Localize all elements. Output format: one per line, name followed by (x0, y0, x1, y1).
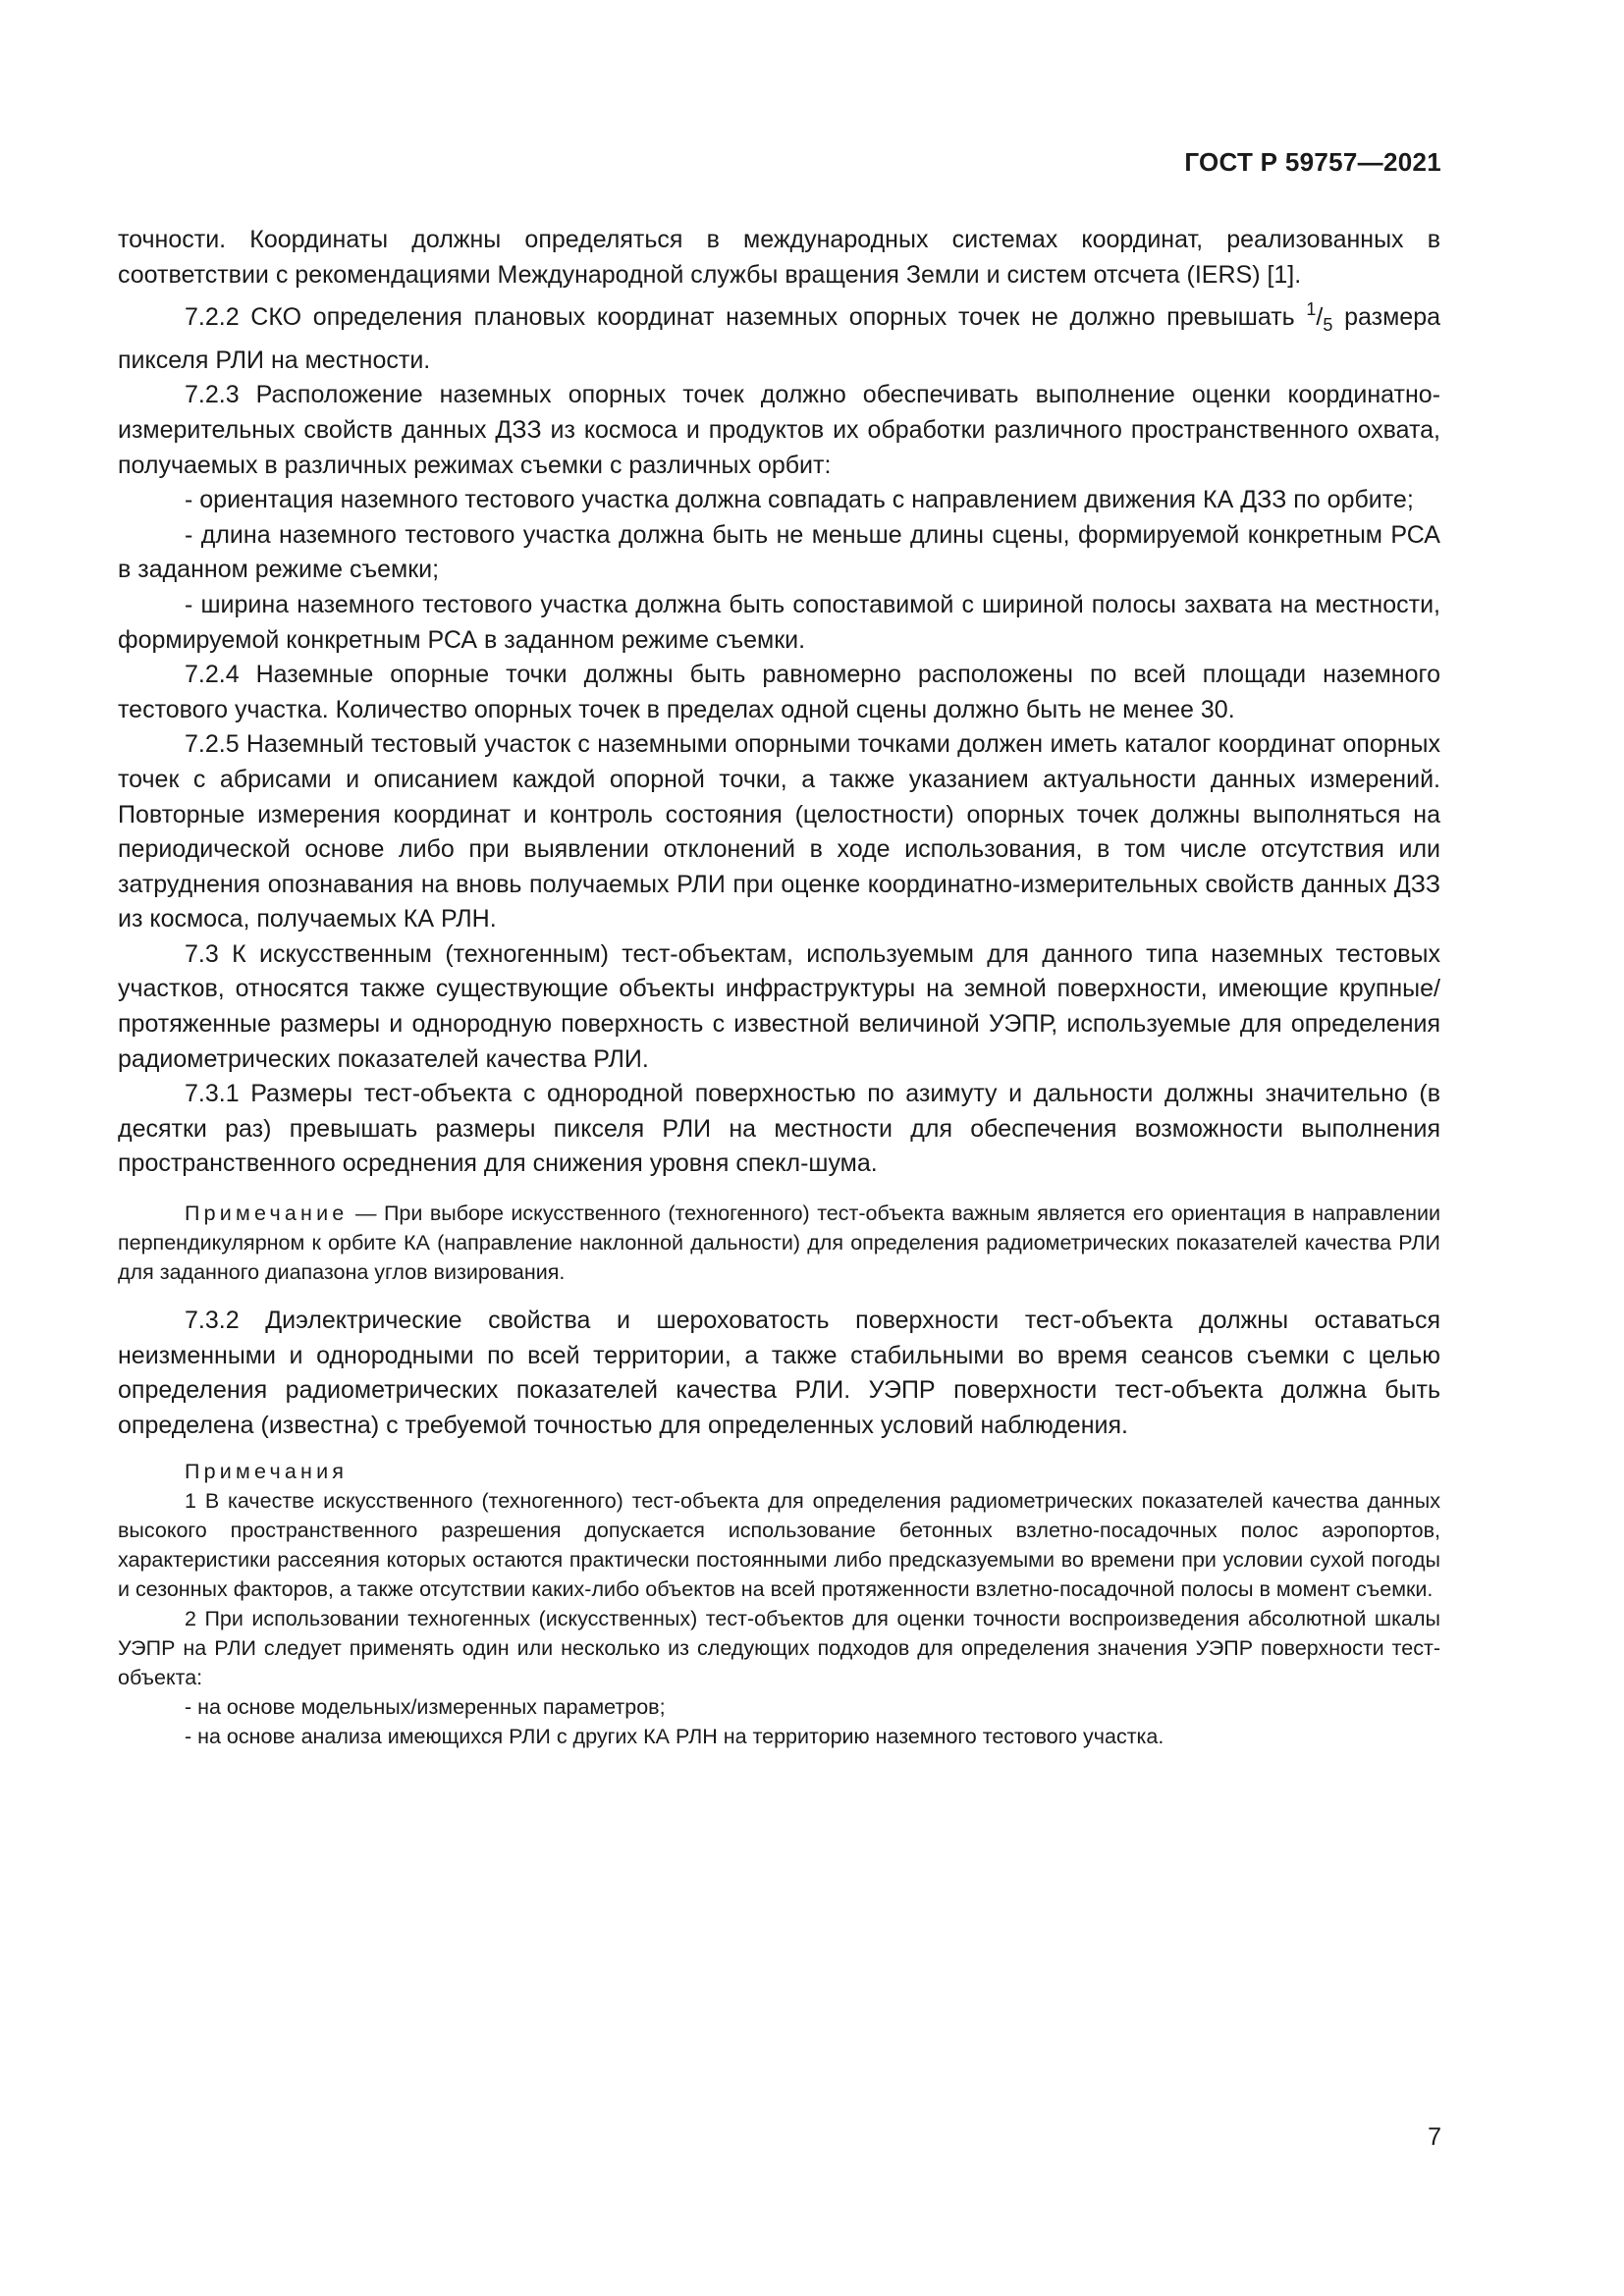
note-item-1: 1 В качестве искусственного (техногенного) тест-объекта для определения радиометрических показателей качества данных высокого пространственного разрешения допускается использование бетонных взлетно-посадочных полос аэропортов, характеристики рассеяния которых остаются практически постоянными либо предсказуемыми во времени при условии сухой погоды и сезонных факторов, а также отсутствии каких-либо объектов на всей протяженности взлетно-посадочной полосы в момент съемки. (118, 1489, 1440, 1602)
paragraph-7-2-2-text: 7.2.2 СКО определения плановых координат наземных опорных точек не должно превышать (185, 303, 1295, 332)
document-header: ГОСТ Р 59757—2021 (1184, 147, 1441, 177)
fraction-denominator: 5 (1323, 315, 1333, 336)
paragraph-7-2-5: 7.2.5 Наземный тестовый участок с наземными опорными точками должен иметь каталог координат опорных точек с абрисами и описанием каждой опорной точки, а также указанием актуальности данных измерений. Повторные измерения координат и контроль состояния (целостности) опорных точек должны выполняться на периодической основе либо при выявлении отклонений в ходе использования, в том числе отсутствия или затруднения опознавания на вновь получаемых РЛИ при оценке координатно-измерительных свойств данных ДЗЗ из космоса, получаемых КА РЛН. (118, 730, 1440, 934)
fraction-numerator: 1 (1306, 299, 1317, 320)
paragraph-7-2-4: 7.2.4 Наземные опорные точки должны быть равномерно расположены по всей площади наземного тестового участка. Количество опорных точек в пределах одной сцены должно быть не менее 30. (118, 661, 1440, 723)
note-item-2-list-1: - на основе модельных/измеренных параметров; (185, 1695, 666, 1720)
note-single-text (118, 1199, 1440, 1287)
note-body: — При выборе искусственного (техногенного) тест-объекта важным является его ориентация в направлении перпендикулярном к орбите КА (направление наклонной дальности) для определения радиометрических показателей качества РЛИ для заданного диапазона углов визирования. (118, 1201, 1440, 1285)
page-number: 7 (1428, 2123, 1441, 2151)
paragraph-7-2-2 (118, 293, 1440, 378)
note-single (118, 1199, 1440, 1287)
note-item-2: 2 При использовании техногенных (искусственных) тест-объектов для оценки точности воспроизведения абсолютной шкалы УЭПР на РЛИ следует применять один или несколько из следующих подходов для определения значения УЭПР поверхности тест-объекта: (118, 1607, 1440, 1690)
list-item-orientation: - ориентация наземного тестового участка должна совпадать с направлением движения КА ДЗЗ по орбите; (185, 486, 1414, 514)
note-label: Примечание (185, 1201, 349, 1226)
list-item-length: - длина наземного тестового участка должна быть не меньше длины сцены, формируемой конкретным РСА в заданном режиме съемки; (118, 520, 1440, 584)
paragraph-7-2-3: 7.2.3 Расположение наземных опорных точек должно обеспечивать выполнение оценки координатно-измерительных свойств данных ДЗЗ из космоса и продуктов их обработки различного пространственного охвата, получаемых в различных режимах съемки с различных орбит: (118, 381, 1440, 479)
note-item-2-list-2: - на основе анализа имеющихся РЛИ с других КА РЛН на территорию наземного тестового участка. (185, 1725, 1164, 1749)
list-item-width: - ширина наземного тестового участка должна быть сопоставимой с шириной полосы захвата на местности, формируемой конкретным РСА в заданном режиме съемки. (118, 590, 1440, 654)
paragraph-continuation: точности. Координаты должны определяться в международных системах координат, реализованных в соответствии с рекомендациями Международной службы вращения Земли и систем отсчета (IERS) [1]. (118, 226, 1440, 289)
paragraph-7-3: 7.3 К искусственным (техногенным) тест-объектам, используемым для данного типа наземных тестовых участков, относятся также существующие объекты инфраструктуры на земной поверхности, имеющие крупные/протяженные размеры и однородную поверхность с известной величиной УЭПР, используемые для определения радиометрических показателей качества РЛИ. (118, 939, 1440, 1073)
paragraph-7-3-2: 7.3.2 Диэлектрические свойства и шероховатость поверхности тест-объекта должны оставаться неизменными и однородными по всей территории, а также стабильными во время сеансов съемки с целью определения радиометрических показателей качества РЛИ. УЭПР поверхности тест-объекта должна быть определена (известна) с требуемой точностью для определенных условий наблюдения. (118, 1307, 1440, 1439)
fraction-one-fifth: $^1/_5$ (1306, 299, 1333, 336)
page-body (118, 223, 1440, 1768)
notes-group (118, 1457, 1440, 1751)
notes-label-text: Примечания (185, 1460, 349, 1484)
notes-label (118, 1457, 1440, 1486)
paragraph-7-3-1: 7.3.1 Размеры тест-объекта с однородной поверхностью по азимуту и дальности должны значительно (в десятки раз) превышать размеры пикселя РЛИ на местности для обеспечения возможности выполнения пространственного осреднения для снижения уровня спекл-шума. (118, 1080, 1440, 1178)
paragraph-7-2-2-tail: размера пикселя РЛИ на местности. (118, 303, 1440, 374)
